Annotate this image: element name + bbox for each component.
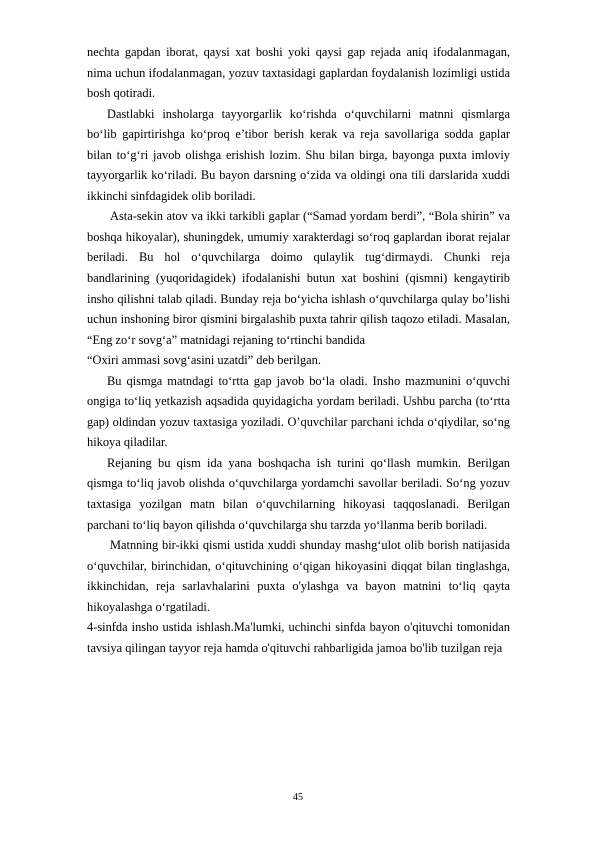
paragraph-plans: Asta-sekin atov va ikki tarkibli gaplar (“Samad yordam berdi”, “Bola shirin” va boshqa hikoyalar), shuningdek, umumiy xarakterdagi so‘roq gaplardan iborat rejalar beriladi. Bu hol o‘quvchilarga doimo qulaylik tug‘dirmaydi. Chunki reja bandlarining (yuqoridagidek) ifodalanishi butun xat boshini (qismni) kengaytirib insho qilishni talab qiladi. Bunday reja bo‘yicha ishlash o‘quvchilarga qulay bo’lishi uchun inshoning biror qismini birgalashib puxta tahrir qilish taqozo etiladi. Masalan, “Eng zo‘r sovg‘a” matnidagi rejaning to‘rtinchi bandida [87,209,510,347]
paragraph-result: Matnning bir-ikki qismi ustida xuddi shunday mashg‘ulot olib borish natijasida o‘quvchilar, birinchidan, o‘qituvchining o‘qigan hikoyasini diqqat bilan tinglashga, ikkinchidan, reja sarlavhalarini puxta o'ylashga va bayon matnini to‘liq qayta hikoyalashga o‘rgatiladi. [87,538,510,614]
paragraph-grade-four: 4-sinfda insho ustida ishlash.Ma'lumki, uchinchi sinfda bayon o'qituvchi tomonidan tavsiya qilingan tayyor reja hamda o'qituvchi rahbarligida jamoa bo'lib tuzilgan reja [87,620,510,655]
page-number: 45 [293,792,303,803]
paragraph-quote: “Oxiri ammasi sovg‘asini uzatdi” deb berilgan. [87,353,321,368]
document-body [87,42,510,658]
paragraph-four-sentences: Bu qismga matndagi to‘rtta gap javob bo‘la oladi. Insho mazmunini o‘quvchi ongiga to‘liq yetkazish aqsadida quyidagicha yordam beriladi. Ushbu parcha (to‘rtta gap) oldindan yozuv taxtasiga yoziladi. O’quvchilar parchani ichda o‘qiydilar, so‘ng hikoya qiladilar. [87,373,510,450]
paragraph-preparation: Dastlabki insholarga tayyorgarlik ko‘rishda o‘quvchilarni matnni qismlarga bo‘lib gapirtirishga ko‘proq e’tibor berish kerak va reja savollariga sodda gaplar bilan to‘g‘ri javob olishga erishish lozim. Shu bilan birga, bayonga puxta imloviy tayyorgarlik ko‘riladi. Bu bayon darsning o‘zida va oldingi ona tili darslarida xuddi ikkinchi sinfdagidek olib boriladi. [87,106,510,203]
paragraph-other-work: Rejaning bu qism ida yana boshqacha ish turini qo‘llash mumkin. Berilgan qismga to‘liq javob olishda o‘quvchilarga yordamchi savollar beriladi. So‘ng yozuv taxtasiga yozilgan matn bilan o‘quvchilarning hikoyasi taqqoslanadi. Berilgan parchani to‘liq bayon qilishda o‘quvchilarga shu tarzda yo‘llanma berib boriladi. [87,455,510,532]
paragraph-continuation: nechta gapdan iborat, qaysi xat boshi yoki qaysi gap rejada aniq ifodalanmagan, nima uchun ifodalanmagan, yozuv taxtasidagi gaplardan foydalanish lozimligi ustida bosh qotiradi. [87,45,510,101]
